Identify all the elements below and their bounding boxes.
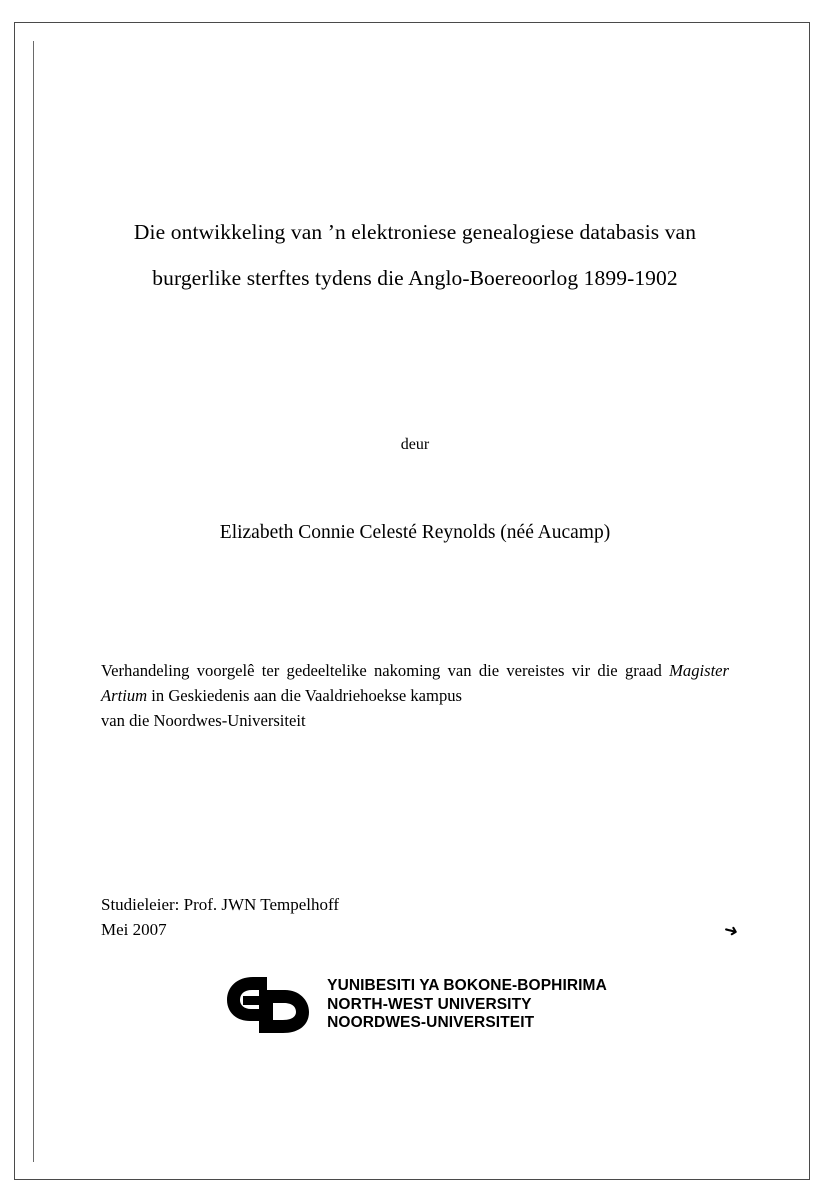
supervisor-name: Studieleier: Prof. JWN Tempelhoff — [101, 895, 340, 914]
north-west-university-logo-mark-icon — [223, 969, 319, 1041]
degree-statement-part-3: van die Noordwes-Universiteit — [101, 711, 306, 730]
logo-line-3: NOORDWES-UNIVERSITEIT — [327, 1014, 535, 1032]
degree-statement — [101, 658, 729, 733]
degree-name: Magister Artium — [101, 661, 729, 705]
submission-date: Mei 2007 — [101, 920, 167, 939]
page-title — [95, 209, 735, 301]
title-page-content — [95, 41, 741, 1162]
university-logo-text — [327, 977, 607, 1033]
logo-line-1: YUNIBESITI YA BOKONE-BOPHIRIMA — [327, 977, 607, 995]
page-title-line-2: burgerlike sterftes tydens die Anglo-Boereoorlog 1899-1902 — [152, 266, 678, 290]
page-title-line-1: Die ontwikkeling van ’n elektroniese genealogiese databasis van — [133, 220, 697, 244]
degree-statement-part-2: in Geskiedenis aan die Vaaldriehoekse kampus — [147, 686, 462, 705]
degree-statement-part-1: Verhandeling voorgelê ter gedeeltelike nakoming van die vereistes vir die graad — [101, 661, 670, 680]
author-label: deur — [400, 436, 430, 453]
university-logo — [95, 969, 735, 1041]
supervisor-block — [101, 892, 741, 942]
submission-date-wrap — [101, 917, 741, 942]
logo-line-2: NORTH-WEST UNIVERSITY — [327, 995, 532, 1013]
author-name: Elizabeth Connie Celesté Reynolds (néé Aucamp) — [219, 522, 611, 543]
handwritten-mark-icon: ➜ — [721, 919, 741, 942]
